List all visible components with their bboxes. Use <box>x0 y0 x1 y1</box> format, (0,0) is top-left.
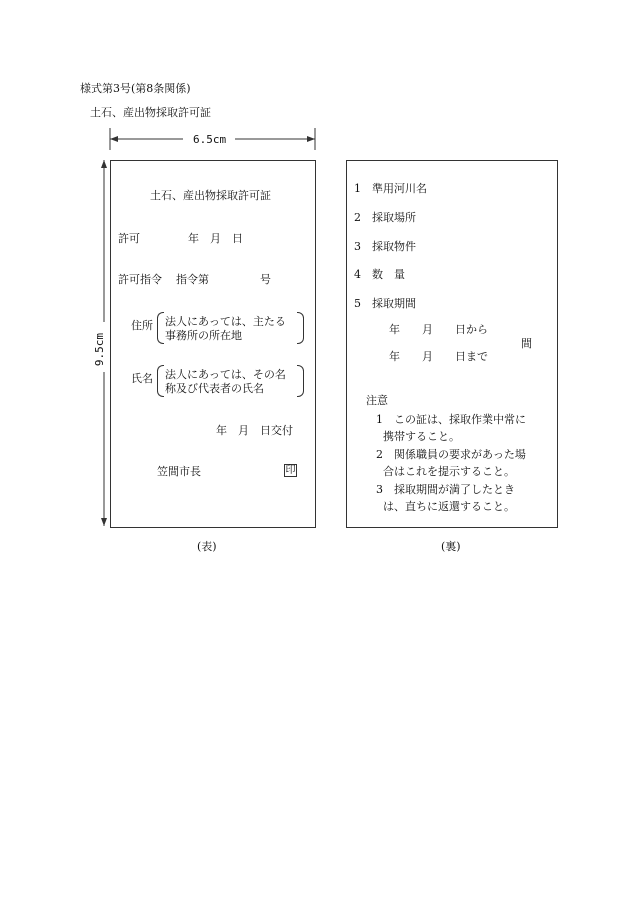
notes-title: 注意 <box>366 394 388 407</box>
height-label: 9.5cm <box>93 332 107 367</box>
back-caption: (裏) <box>441 540 461 553</box>
directive-suffix: 号 <box>260 273 271 286</box>
back-item-2: 2 採取場所 <box>354 211 416 224</box>
permit-date: 年 月 日 <box>188 232 243 245</box>
front-card <box>110 160 316 528</box>
note-1-line-b: 携帯すること。 <box>383 430 460 443</box>
front-title: 土石、産出物採取許可証 <box>150 189 271 202</box>
name-note-line-2: 称及び代表者の氏名 <box>165 382 264 395</box>
period-suffix: 間 <box>521 337 532 350</box>
back-card <box>346 160 558 528</box>
note-2-line-a: 2 関係職員の要求があった場 <box>376 448 526 461</box>
address-label: 住所 <box>131 319 153 332</box>
address-note-line-2: 事務所の所在地 <box>165 329 242 342</box>
back-item-1: 1 準用河川名 <box>354 182 427 195</box>
name-note <box>157 365 304 397</box>
name-note-line-1: 法人にあっては、その名 <box>165 368 286 381</box>
period-to: 年 月 日まで <box>389 350 488 363</box>
issue-date: 年 月 日交付 <box>216 424 293 437</box>
note-3-line-a: 3 採取期間が満了したとき <box>376 483 515 496</box>
directive-label: 許可指令 <box>118 273 162 286</box>
note-2-line-b: 合はこれを提示すること。 <box>383 465 515 478</box>
back-item-3: 3 採取物件 <box>354 240 416 253</box>
width-label: 6.5cm <box>193 133 227 146</box>
note-3-line-b: は、直ちに返還すること。 <box>383 500 515 513</box>
directive-prefix: 指令第 <box>176 273 209 286</box>
note-1-line-a: 1 この証は、採取作業中常に <box>376 413 526 426</box>
front-caption: (表) <box>197 540 217 553</box>
address-note-line-1: 法人にあっては、主たる <box>165 315 286 328</box>
address-note <box>157 312 304 344</box>
name-label: 氏名 <box>131 372 153 385</box>
back-item-4: 4 数 量 <box>354 268 405 281</box>
seal-mark: 印 <box>285 465 296 476</box>
permit-label: 許可 <box>118 232 140 245</box>
back-item-5: 5 採取期間 <box>354 297 416 310</box>
mayor-title: 笠間市長 <box>157 465 201 478</box>
period-from: 年 月 日から <box>389 323 488 336</box>
form-title: 土石、産出物採取許可証 <box>90 106 211 119</box>
form-number: 様式第3号(第8条関係) <box>80 82 191 95</box>
